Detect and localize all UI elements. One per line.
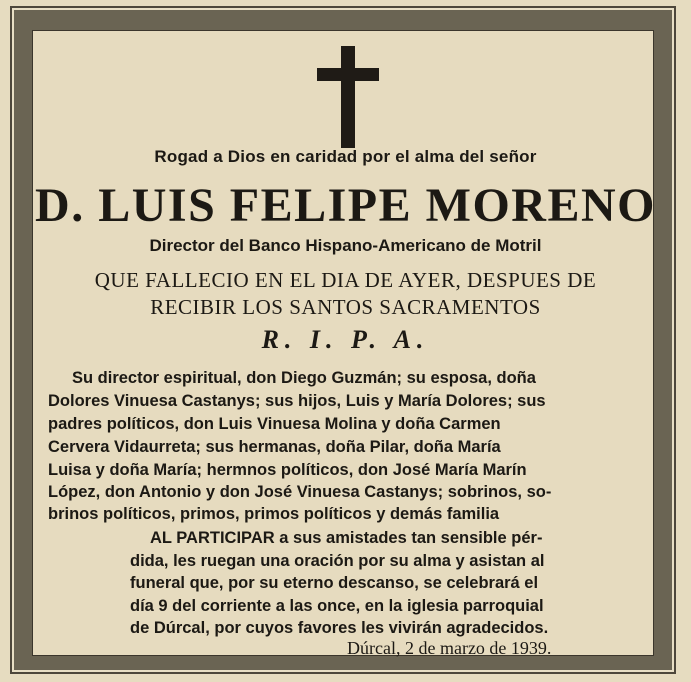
- family-line: Cervera Vidaurreta; sus hermanas, doña Pilar, doña María: [48, 438, 501, 456]
- invite-line: dida, les ruegan una oración por su alma y asistan al: [130, 552, 545, 570]
- deceased-name: D. LUIS FELIPE MORENO: [35, 179, 656, 232]
- family-line: padres políticos, don Luis Vinuesa Molina y doña Carmen: [48, 415, 501, 433]
- family-line: Luisa y doña María; hermnos políticos, don José María Marín: [48, 461, 527, 479]
- date-line: Dúrcal, 2 de marzo de 1939.: [347, 638, 552, 658]
- invite-line: funeral que, por su eterno descanso, se celebrará el: [130, 574, 539, 592]
- family-line: brinos políticos, primos, primos políticos y demás familia: [48, 505, 500, 523]
- family-line: Su director espiritual, don Diego Guzmán; su esposa, doña: [72, 369, 536, 387]
- family-line: López, don Antonio y don José Vinuesa Castanys; sobrinos, so-: [48, 483, 552, 501]
- invite-lead: AL PARTICIPAR: [150, 529, 275, 547]
- invite-line: [150, 527, 542, 550]
- death-line-2: RECIBIR LOS SANTOS SACRAMENTOS: [150, 295, 541, 319]
- ripa-line: R. I. P. A.: [261, 325, 430, 354]
- invite-line: día 9 del corriente a las once, en la iglesia parroquial: [130, 597, 544, 615]
- deceased-role: Director del Banco Hispano-Americano de Motril: [149, 236, 542, 255]
- cross-icon: [341, 46, 355, 148]
- family-line: Dolores Vinuesa Castanys; sus hijos, Luis y María Dolores; sus: [48, 392, 546, 410]
- prayer-line: Rogad a Dios en caridad por el alma del señor: [154, 147, 537, 166]
- death-line-1: QUE FALLECIO EN EL DIA DE AYER, DESPUES DE: [94, 268, 597, 292]
- invite-line: de Dúrcal, por cuyos favores les vivirán agradecidos.: [130, 619, 549, 637]
- cross-icon-bar: [317, 68, 379, 81]
- invite-line-text: a sus amistades tan sensible pér-: [274, 529, 543, 547]
